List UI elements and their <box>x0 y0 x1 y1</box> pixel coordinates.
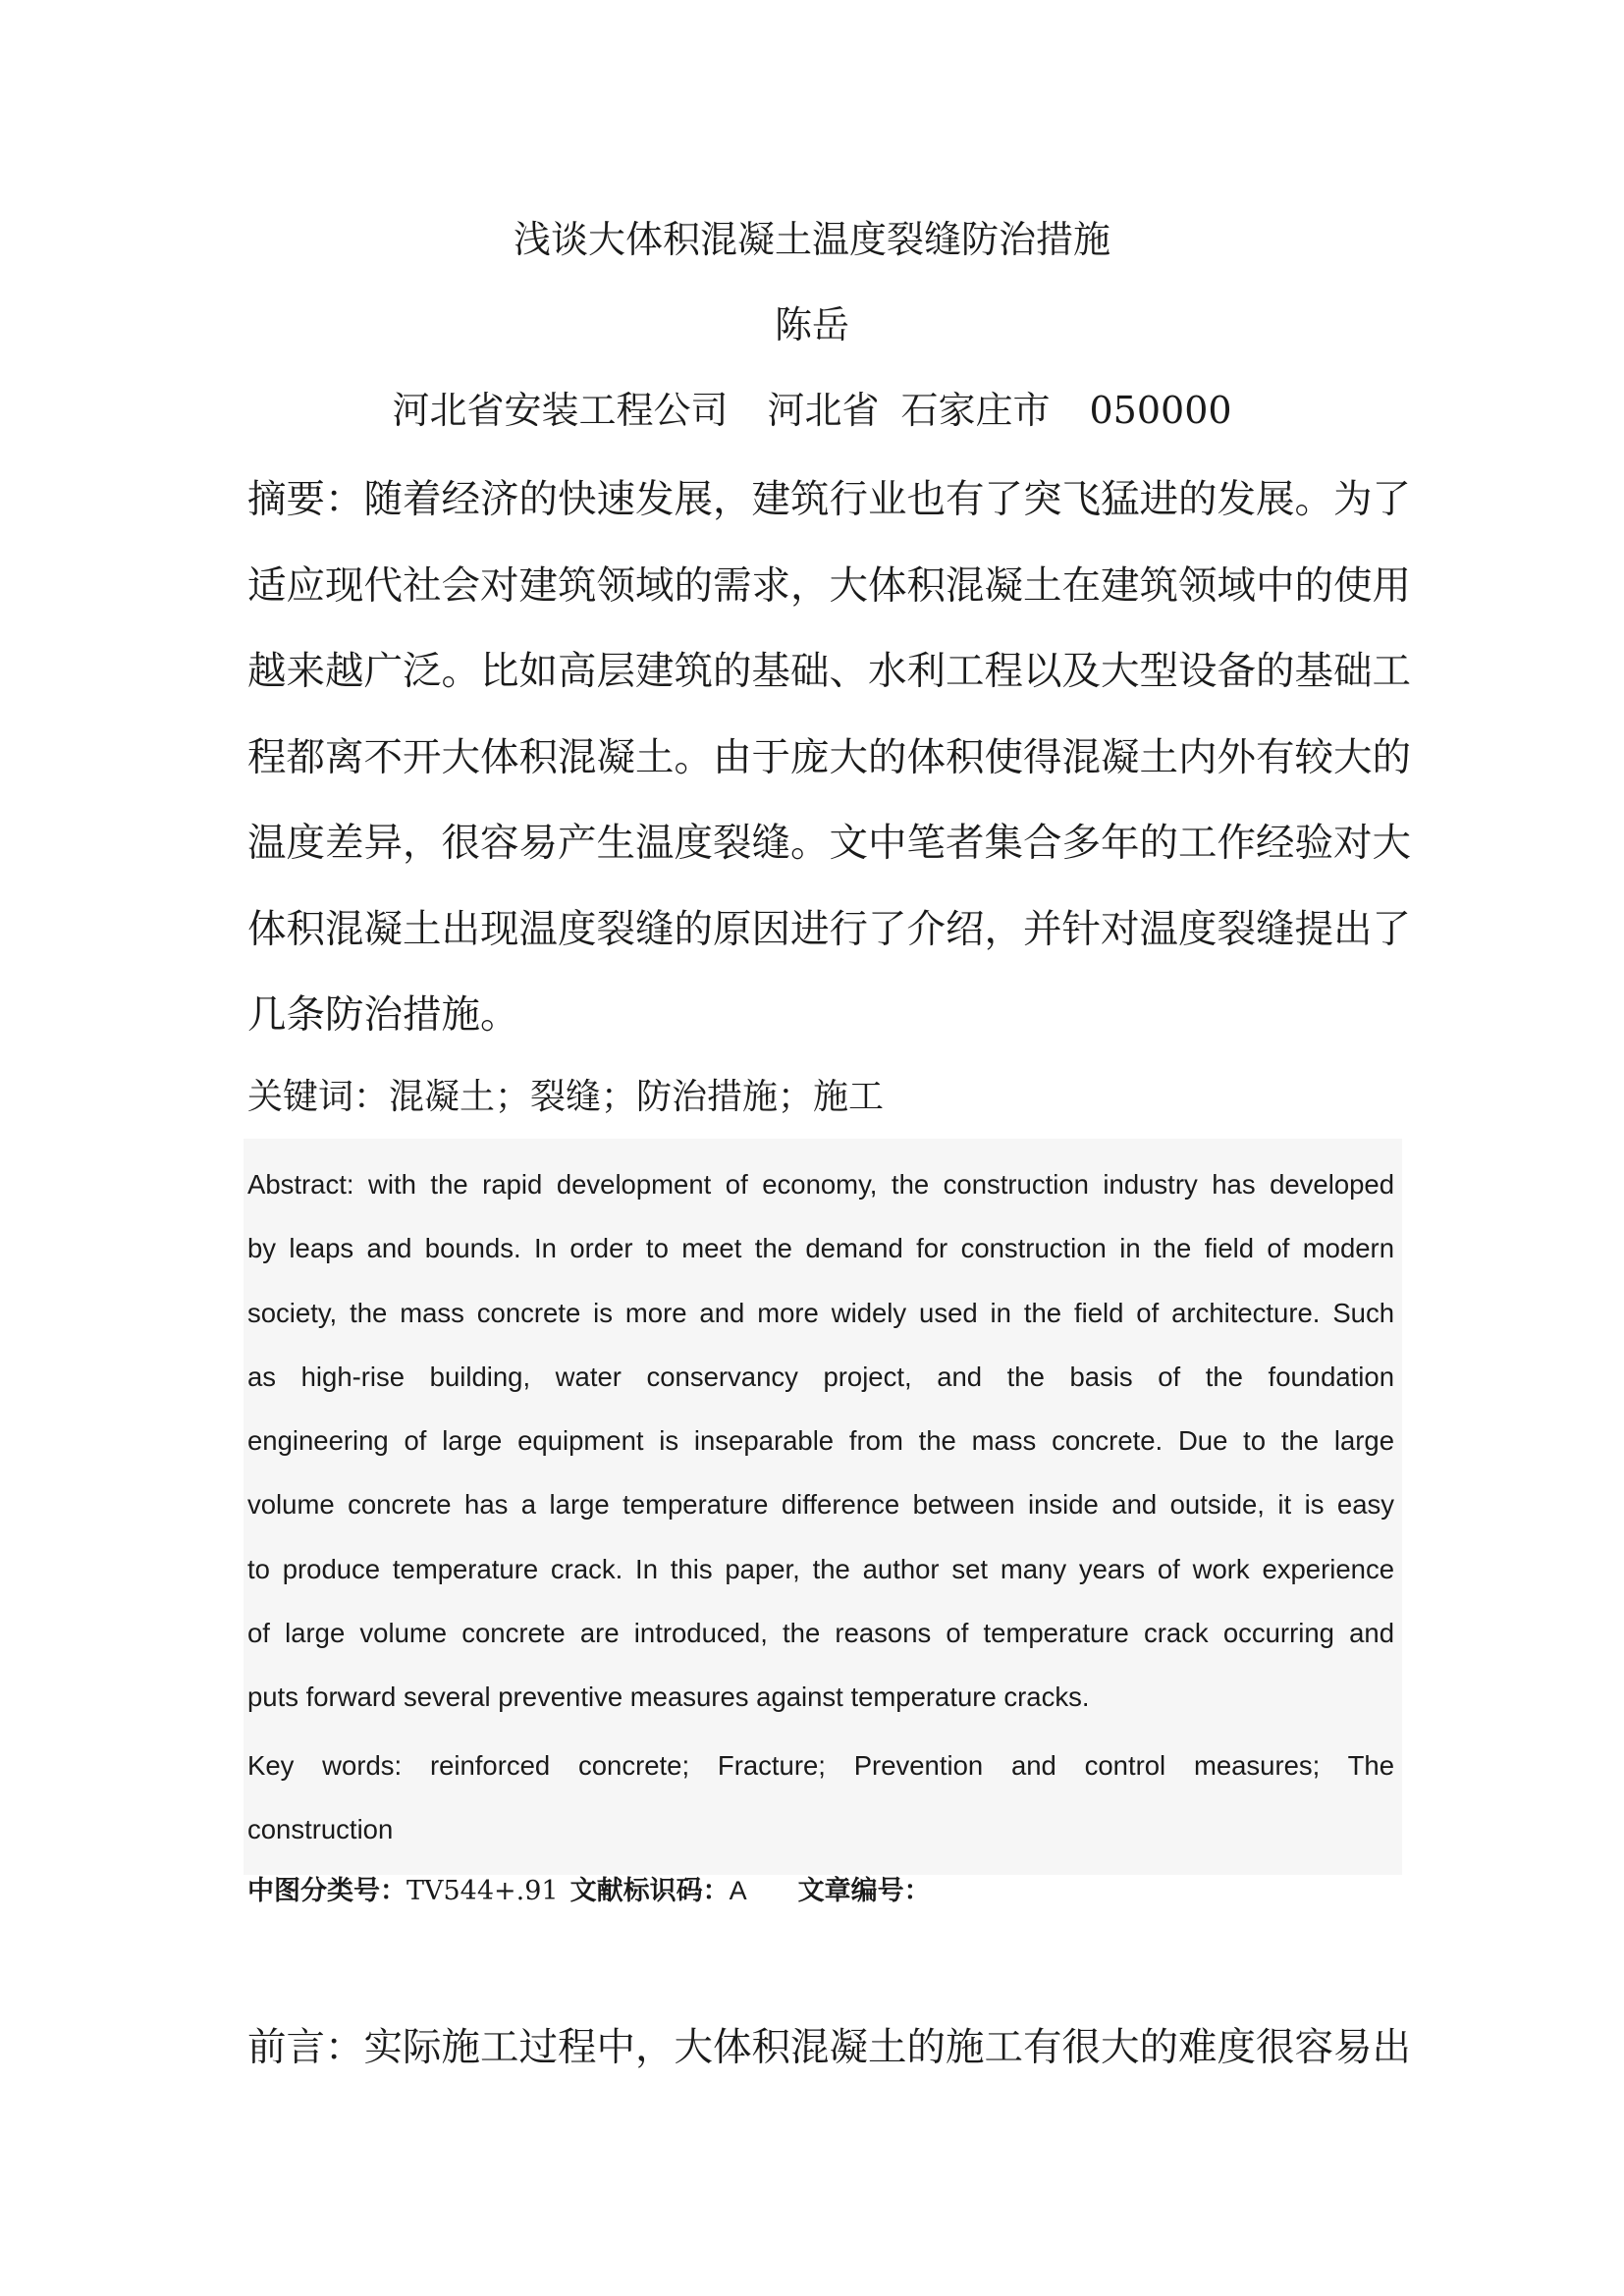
affiliation-postcode: 050000 <box>1089 389 1232 432</box>
classification-line <box>247 1871 931 1911</box>
keywords-chinese: 关键词：混凝土；裂缝；防治措施；施工 <box>247 1077 885 1117</box>
clc-label: 中图分类号： <box>247 1876 406 1906</box>
abstract-cn-line: 体积混凝土出现温度裂缝的原因进行了介绍，并针对温度裂缝提出了 <box>247 906 1411 952</box>
abstract-english <box>247 1152 1394 1730</box>
abstract-en-line: engineering of large equipment is inseparable from the mass concrete. Due to the large <box>247 1425 1394 1457</box>
clc-value: TV544+.91 <box>406 1876 559 1906</box>
paper-title: 浅谈大体积混凝土温度裂缝防治措施 <box>513 218 1110 261</box>
abstract-cn-line: 摘要：随着经济的快速发展，建筑行业也有了突飞猛进的发展。为了 <box>247 477 1411 522</box>
preface-first-line: 前言：实际施工过程中，大体积混凝土的施工有很大的难度很容易出 <box>247 2025 1411 2070</box>
keywords-en-line: Key words: reinforced concrete; Fracture; Prevention and control measures; The <box>247 1750 1394 1781</box>
keywords-en-line: construction <box>247 1814 394 1845</box>
affiliation-line <box>0 385 1624 436</box>
abstract-chinese <box>247 457 1411 1059</box>
abstract-cn-line: 程都离不开大体积混凝土。由于庞大的体积使得混凝土内外有较大的 <box>247 734 1411 780</box>
abstract-en-line: as high-rise building, water conservancy project, and the basis of the foundation <box>247 1361 1394 1392</box>
affiliation-city: 石家庄市 <box>900 389 1051 432</box>
abstract-cn-line: 温度差异，很容易产生温度裂缝。文中笔者集合多年的工作经验对大 <box>247 821 1411 866</box>
abstract-en-line: of large volume concrete are introduced, the reasons of temperature crack occurring and <box>247 1618 1394 1649</box>
document-code-label: 文献标识码： <box>569 1876 730 1906</box>
affiliation-organization: 河北省安装工程公司 <box>392 389 729 432</box>
abstract-en-line: volume concrete has a large temperature difference between inside and outside, it is easy <box>247 1489 1394 1521</box>
author-name: 陈岳 <box>774 303 849 347</box>
abstract-en-line: society, the mass concrete is more and more widely used in the field of architecture. Such <box>247 1297 1394 1328</box>
abstract-en-line: by leaps and bounds. In order to meet the demand for construction in the field of modern <box>247 1233 1394 1264</box>
document-code-value: A <box>729 1876 747 1905</box>
abstract-en-line: to produce temperature crack. In this paper, the author set many years of work experience <box>247 1553 1394 1584</box>
article-number-label: 文章编号： <box>797 1876 931 1906</box>
abstract-en-line: Abstract: with the rapid development of economy, the construction industry has developed <box>247 1169 1394 1200</box>
abstract-cn-line: 越来越广泛。比如高层建筑的基础、水利工程以及大型设备的基础工 <box>247 649 1411 694</box>
abstract-cn-line: 几条防治措施。 <box>247 992 519 1038</box>
abstract-en-line: puts forward several preventive measures against temperature cracks. <box>247 1682 1090 1713</box>
affiliation-province: 河北省 <box>767 389 880 432</box>
keywords-english <box>247 1734 1394 1862</box>
abstract-cn-line: 适应现代社会对建筑领域的需求，大体积混凝土在建筑领域中的使用 <box>247 562 1411 609</box>
